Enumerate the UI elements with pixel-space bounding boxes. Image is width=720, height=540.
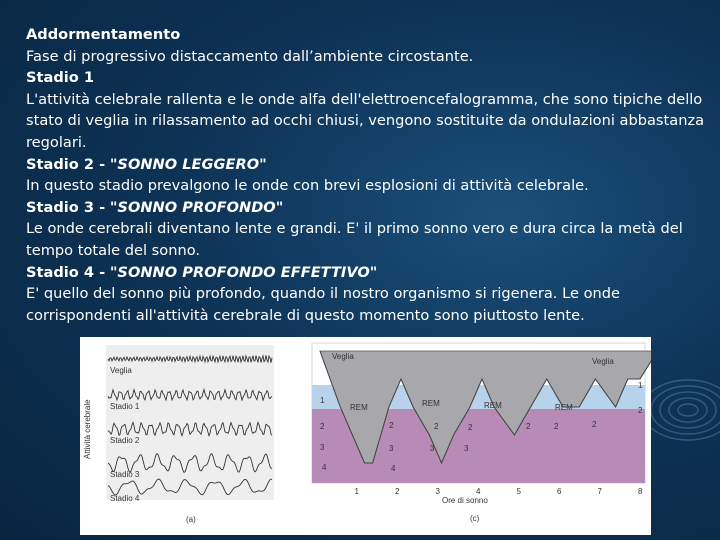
stage-label-c2-2: 2 [389,421,394,430]
stadio-3-title: Stadio 3 - [26,198,106,216]
stage-label-right-1: 1 [638,381,643,390]
stadio-4-title: Stadio 4 - [26,263,106,281]
hypnogram-x-tick: 8 [638,487,643,496]
hypnogram-x-tick: 7 [597,487,602,496]
stadio-2-quote: "SONNO LEGGERO" [109,155,267,173]
stage-label-c3-3: 3 [430,444,435,453]
slide-text [26,24,706,326]
eeg-ylabel: Attività cerebrale [83,399,92,459]
sleep-figure-svg [80,337,651,535]
stage-label-c7-2: 2 [592,420,597,429]
stage-label-c5-2: 2 [526,422,531,431]
addormentamento-description: Fase di progressivo distaccamento dall’ambiente circostante. [26,47,474,65]
hypnogram-x-ticks [355,487,644,496]
hypnogram-x-tick: 6 [557,487,562,496]
stadio-2-description: In questo stadio prevalgono le onde con brevi esplosioni di attività celebrale. [26,177,589,195]
hypnogram-panel [312,343,651,523]
hypnogram-x-tick: 5 [516,487,521,496]
stage-label-c2-3: 3 [389,444,394,453]
hypnogram-xlabel: Ore di sonno [442,496,488,505]
rem-label-1: REM [350,403,368,412]
addormentamento-heading: Addormentamento [26,26,181,43]
hypnogram-x-tick: 4 [476,487,481,496]
eeg-trace-label: Stadio 3 [110,470,140,479]
stage-label-left-3: 3 [320,443,325,452]
eeg-caption: (a) [186,515,196,524]
stadio-1-description: L'attività celebrale rallenta e le onde alfa dell'elettroencefalogramma, che sono tipiche dello stato di veglia in rilassamento ad occhi chiusi, vengono sostituite da ondulazioni abbastanza regolari. [26,90,705,151]
eeg-trace-label: Stadio 1 [110,402,140,411]
eeg-trace-label: Veglia [110,366,132,375]
hypnogram-x-tick: 1 [354,487,359,496]
stage-label-left-1: 1 [320,396,325,405]
rem-label-3: REM [484,401,502,410]
sleep-figure [80,337,651,535]
stadio-3-heading [26,197,706,219]
stadio-1-heading: Stadio 1 [26,69,95,87]
eeg-trace-label: Stadio 2 [110,436,140,445]
stage-label-c4-2: 2 [468,423,473,432]
stage-label-c6-2: 2 [554,422,559,431]
stadio-3-description: Le onde cerebrali diventano lente e grandi. E' il primo sonno vero e dura circa la metà del tempo totale del sonno. [26,220,683,259]
stadio-2-title: Stadio 2 - [26,155,106,173]
hypnogram-x-tick: 3 [435,487,440,496]
stadio-4-heading [26,262,706,284]
rem-label-2: REM [422,399,440,408]
hypnogram-caption: (c) [470,514,480,523]
veglia-right-label: Veglia [592,357,614,366]
stadio-4-quote: "SONNO PROFONDO EFFETTIVO" [109,263,378,281]
stage-label-left-2: 2 [320,422,325,431]
stage-label-c2-4: 4 [391,464,396,473]
rem-label-4: REM [555,403,573,412]
stage-label-right-2: 2 [638,406,643,415]
eeg-panel [83,345,274,524]
stadio-3-quote: "SONNO PROFONDO" [109,198,284,216]
stadio-4-description: E' quello del sonno più profondo, quando il nostro organismo si rigenera. Le onde corrispondenti all'attività cerebrale di questo momento sono piuttosto lente. [26,285,620,324]
stadio-2-heading [26,154,706,176]
stage-label-c3-2: 2 [434,422,439,431]
hypnogram-x-tick: 2 [395,487,400,496]
stage-label-left-4: 4 [322,463,327,472]
stage-label-c4-3: 3 [464,444,469,453]
veglia-left-label: Veglia [332,352,354,361]
eeg-trace-label: Stadio 4 [110,494,140,503]
